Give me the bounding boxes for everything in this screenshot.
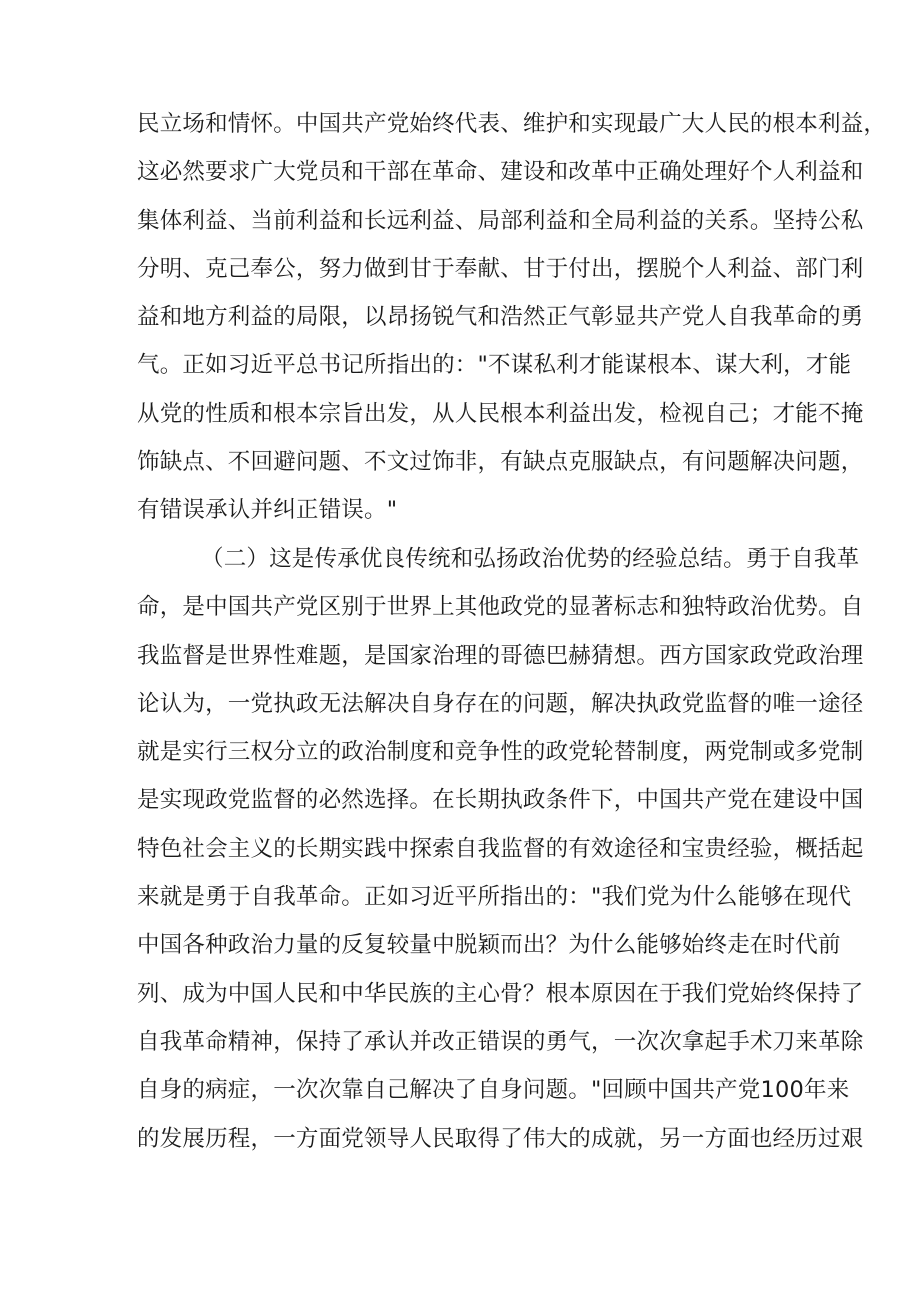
text-line: 自我革命精神，保持了承认并改正错误的勇气，一次次拿起手术刀来革除 [137, 1029, 864, 1055]
text-line: 集体利益、当前利益和长远利益、局部利益和全局利益的关系。坚持公私 [137, 208, 864, 234]
text-line: 从党的性质和根本宗旨出发，从人民根本利益出发，检视自己；才能不掩 [137, 401, 864, 427]
text-line: 益和地方利益的局限，以昂扬锐气和浩然正气彰显共产党人自我革命的勇 [137, 304, 864, 330]
text-line: 自身的病症，一次次靠自己解决了自身问题。"回顾中国共产党100年来 [137, 1077, 850, 1103]
text-line: 是实现政党监督的必然选择。在长期执政条件下，中国共产党在建设中国 [137, 787, 864, 813]
text-line: 中国各种政治力量的反复较量中脱颖而出？为什么能够始终走在时代前 [137, 932, 841, 958]
text-line: 我监督是世界性难题，是国家治理的哥德巴赫猜想。西方国家政党政治理 [137, 643, 864, 669]
text-line: 命，是中国共产党区别于世界上其他政党的显著标志和独特政治优势。自 [137, 594, 864, 620]
section-heading-line: （二）这是传承优良传统和弘扬政治优势的经验总结。勇于自我革 [201, 546, 860, 572]
text-line: 特色社会主义的长期实践中探索自我监督的有效途径和宝贵经验，概括起 [137, 836, 864, 862]
text-line: 这必然要求广大党员和干部在革命、建设和改革中正确处理好个人利益和 [137, 159, 864, 185]
text-line: 论认为，一党执政无法解决自身存在的问题，解决执政党监督的唯一途径 [137, 691, 864, 717]
text-line: 就是实行三权分立的政治制度和竞争性的政党轮替制度，两党制或多党制 [137, 739, 864, 765]
text-line: 饰缺点、不回避问题、不文过饰非，有缺点克服缺点，有问题解决问题， [137, 449, 864, 475]
text-line: 的发展历程，一方面党领导人民取得了伟大的成就，另一方面也经历过艰 [137, 1126, 864, 1152]
text-line: 来就是勇于自我革命。正如习近平所指出的："我们党为什么能够在现代 [137, 884, 852, 910]
text-line: 民立场和情怀。中国共产党始终代表、维护和实现最广大人民的根本利益， [137, 111, 887, 137]
text-line: 有错误承认并纠正错误。" [137, 497, 398, 523]
text-line: 气。正如习近平总书记所指出的："不谋私利才能谋根本、谋大利，才能 [137, 352, 852, 378]
text-line: 列、成为中国人民和中华民族的主心骨？根本原因在于我们党始终保持了 [137, 981, 864, 1007]
text-line: 分明、克己奉公，努力做到甘于奉献、甘于付出，摆脱个人利益、部门利 [137, 256, 864, 282]
